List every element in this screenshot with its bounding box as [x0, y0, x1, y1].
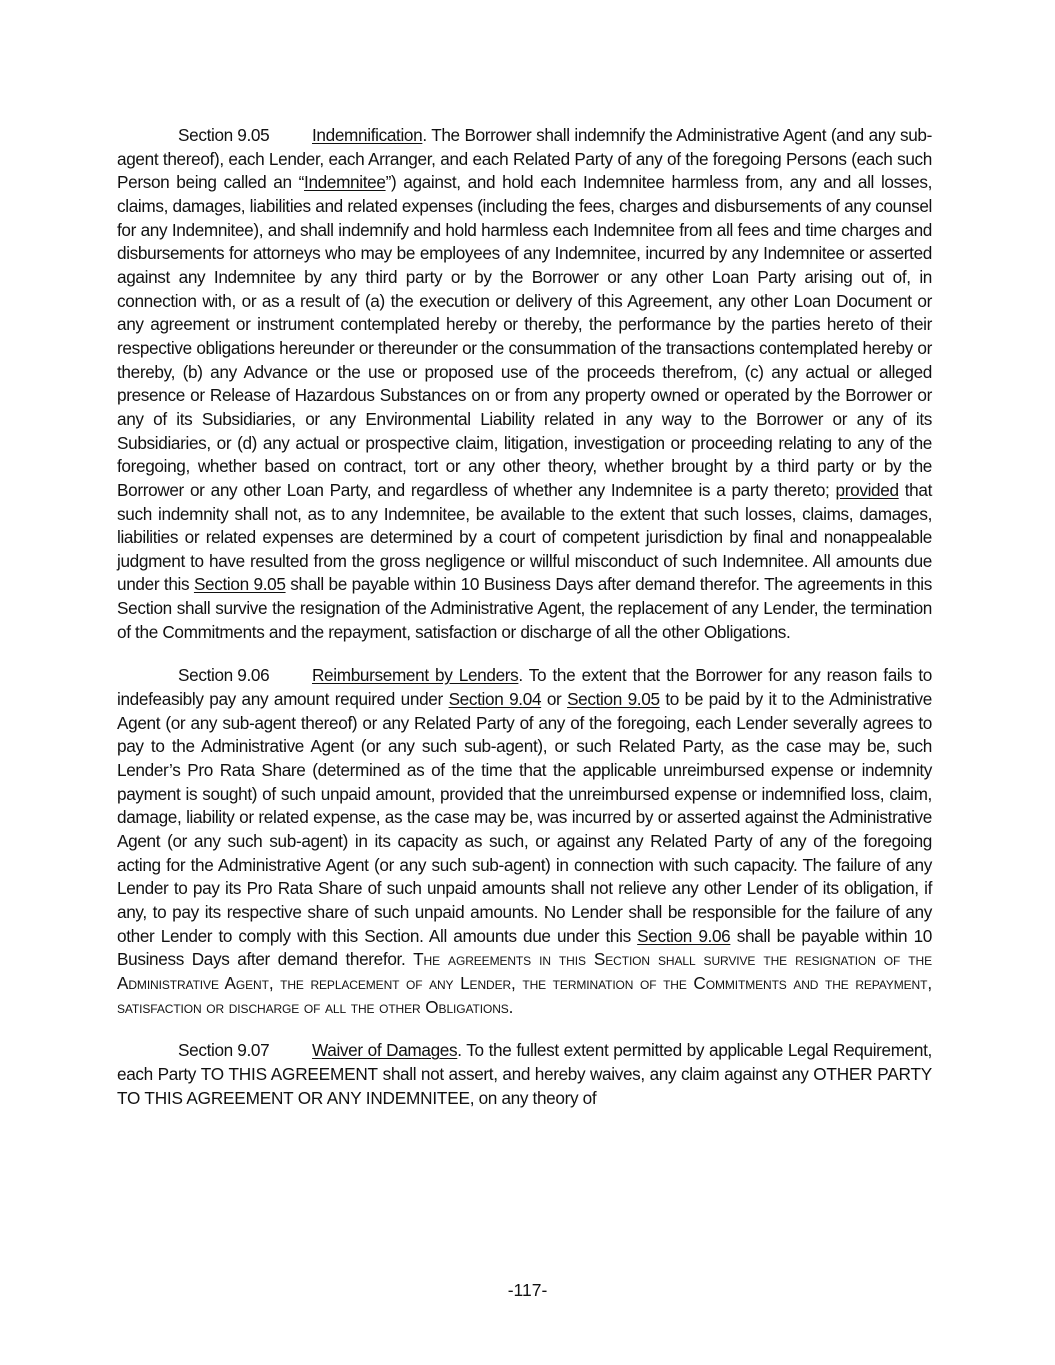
section-number: Section 9.05	[178, 125, 270, 145]
defined-term: Indemnitee	[304, 172, 386, 193]
section-title: Reimbursement by Lenders	[312, 665, 519, 686]
section-9-07-paragraph	[117, 1039, 932, 1110]
body-text: shall not assert, and hereby waives, any claim against any	[377, 1063, 814, 1084]
section-title: Indemnification	[312, 125, 423, 145]
section-reference: Section 9.04	[448, 689, 542, 710]
page-number: -117-	[507, 1280, 548, 1300]
document-page	[117, 124, 932, 1130]
body-text: that such indemnity shall not, as to any Indemnitee, be available to the extent that such losses, claims, damages, liabilities or related expenses are determined by a court of competent jurisdiction by final and nonappealable judgment to have resulted from the gross negligence or willful misconduct of such Indemnitee. All amounts due under this	[117, 479, 932, 595]
section-title: Waiver of Damages	[312, 1040, 458, 1061]
body-text: , on any theory of	[469, 1087, 597, 1108]
body-text: . To the fullest extent permitted by applicable Legal Requirement, each Party	[117, 1040, 932, 1084]
body-text: ”) against, and hold each Indemnitee harmless from, any and all losses, claims, damages, liabilities and related expenses (including the fees, charges and disbursements of any counsel for any Indemnitee), and shall indemnify and hold harmless each Indemnitee from all fees and time charges and disbursements for attorneys who may be employees of any Indemnitee, incurred by any Indemnitee or asserted against any Indemnitee by any third party or by the Borrower or any other Loan Party arising out of, in connection with, or as a result of (a) the execution or delivery of this Agreement, any other Loan Document or any agreement or instrument contemplated hereby or thereby, the performance by the parties hereto of their respective obligations hereunder or thereunder or the consummation of the transactions contemplated hereby or thereby, (b) any Advance or the use or proposed use of the proceeds therefrom, (c) any actual or alleged presence or Release of Hazardous Substances on or from any property owned or operated by the Borrower or any of its Subsidiaries, or any Environmental Liability related in any way to the Borrower or any of its Subsidiaries, or (d) any actual or prospective claim, litigation, investigation or proceeding relating to any of the foregoing, whether based on contract, tort or any other theory, whether brought by a third party or by the Borrower or any other Loan Party, and regardless of whether any Indemnitee is a party thereto;	[117, 172, 932, 500]
section-9-06-paragraph	[117, 664, 932, 1019]
section-reference: Section 9.06	[637, 925, 731, 946]
small-caps-text: The agreements in this Section shall survive the resignation of the Administrative Agent, the replacement of any Lender, the termination of the Commitments and the repayment, satisfaction or discharge of all the other Obligations.	[117, 949, 932, 1017]
caps-text: TO THIS AGREEMENT	[200, 1063, 378, 1084]
section-9-05-paragraph	[117, 124, 932, 644]
section-reference: Section 9.05	[193, 574, 286, 595]
proviso-term: provided	[835, 479, 899, 500]
section-number: Section 9.07	[178, 1040, 270, 1061]
body-text: . To the extent that the Borrower for any reason fails to indefeasibly pay any amount required under	[117, 665, 932, 710]
caps-text: OTHER PARTY TO THIS AGREEMENT OR ANY INDEMNITEE	[117, 1063, 933, 1108]
section-number: Section 9.06	[178, 665, 270, 686]
body-text: shall be payable within 10 Business Days after demand therefor.	[117, 925, 932, 970]
body-text: to be paid by it to the Administrative Agent (or any sub-agent thereof) or any Related Party of any of the foregoing, each Lender severally agrees to pay to the Administrative Agent (or any such sub-agent), or such Related Party, as the case may be, such Lender’s Pro Rata Share (determined as of the time that the applicable unreimbursed expense or indemnity payment is sought) of such unpaid amount, provided that the unreimbursed expense or indemnified loss, claim, damage, liability or related expense, as the case may be, was incurred by or asserted against the Administrative Agent (or any such sub-agent) in its capacity as such, or against any Related Party of any of the foregoing acting for the Administrative Agent (or any such sub-agent) in connection with such capacity. The failure of any Lender to pay its Pro Rata Share of such unpaid amounts shall not relieve any other Lender of its obligation, if any, to pay its respective share of such unpaid amounts. No Lender shall be responsible for the failure of any other Lender to comply with this Section. All amounts due under this	[117, 689, 932, 946]
body-text: or	[541, 689, 568, 710]
body-text: shall be payable within 10 Business Days after demand therefor. The agreements in this Section shall survive the resignation of the Administrative Agent, the replacement of any Lender, the termination of the Commitments and the repayment, satisfaction or discharge of all the other Obligations.	[117, 574, 933, 642]
body-text: . The Borrower shall indemnify the Administrative Agent (and any sub-agent thereof), each Lender, each Arranger, and each Related Party of any of the foregoing Persons (each such Person being called an “	[117, 125, 932, 193]
section-reference: Section 9.05	[567, 689, 660, 710]
